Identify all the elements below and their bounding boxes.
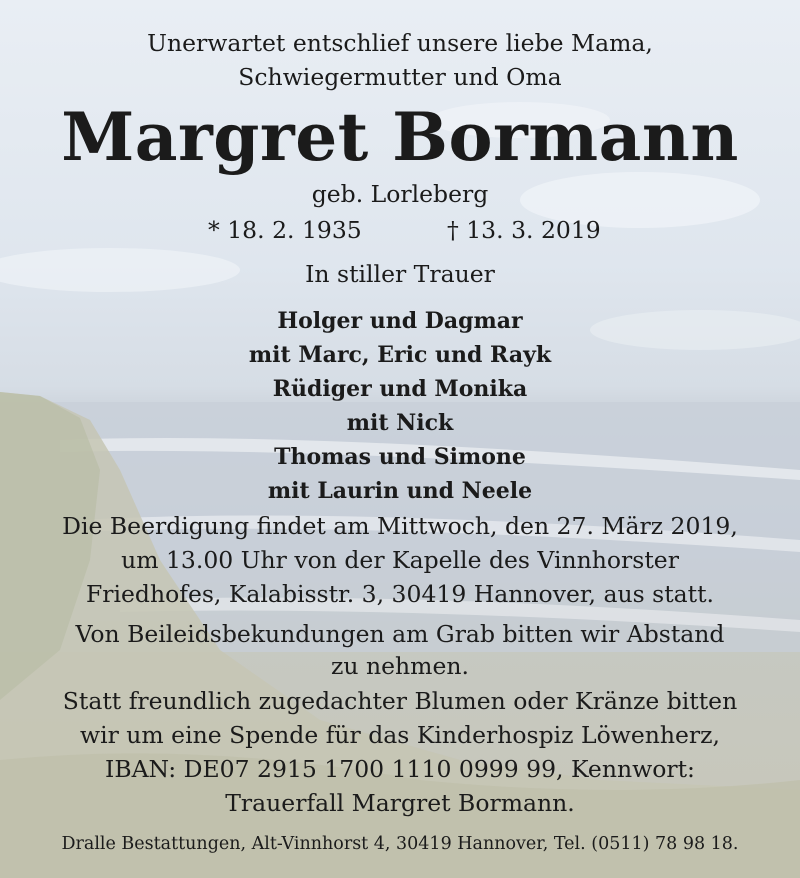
- funeral-line: um 13.00 Uhr von der Kapelle des Vinnhorster: [121, 546, 679, 574]
- mourner-line: mit Nick: [346, 410, 454, 436]
- donation-line: Trauerfall Margret Bormann.: [225, 789, 575, 817]
- condolence-line: Von Beileidsbekundungen am Grab bitten wir Abstand: [75, 620, 725, 648]
- deceased-name: Margret Bormann: [61, 98, 739, 176]
- mourning-phrase: In stiller Trauer: [305, 260, 495, 288]
- birth-date: * 18. 2. 1935: [208, 216, 362, 244]
- mourner-line: mit Laurin und Neele: [267, 478, 533, 504]
- mourner-line: Rüdiger und Monika: [272, 376, 528, 402]
- intro-line-2: Schwiegermutter und Oma: [238, 63, 562, 91]
- funeral-line: Friedhofes, Kalabisstr. 3, 30419 Hannover, aus statt.: [85, 580, 715, 608]
- mourner-line: mit Marc, Eric und Rayk: [248, 342, 552, 368]
- condolence-line: zu nehmen.: [331, 652, 469, 680]
- donation-line: Statt freundlich zugedachter Blumen oder Kränze bitten: [62, 687, 738, 715]
- undertaker-footer: Dralle Bestattungen, Alt-Vinnhorst 4, 30419 Hannover, Tel. (0511) 78 98 18.: [61, 834, 739, 854]
- donation-line: IBAN: DE07 2915 1700 1110 0999 99, Kennwort:: [105, 755, 695, 783]
- intro-line-1: Unerwartet entschlief unsere liebe Mama,: [147, 29, 653, 57]
- mourner-line: Thomas und Simone: [274, 444, 526, 470]
- funeral-line: Die Beerdigung findet am Mittwoch, den 27. März 2019,: [62, 512, 738, 540]
- mourner-line: Holger und Dagmar: [277, 308, 523, 334]
- donation-line: wir um eine Spende für das Kinderhospiz Löwenherz,: [79, 721, 721, 749]
- death-date: † 13. 3. 2019: [447, 216, 601, 244]
- maiden-name: geb. Lorleberg: [311, 180, 489, 208]
